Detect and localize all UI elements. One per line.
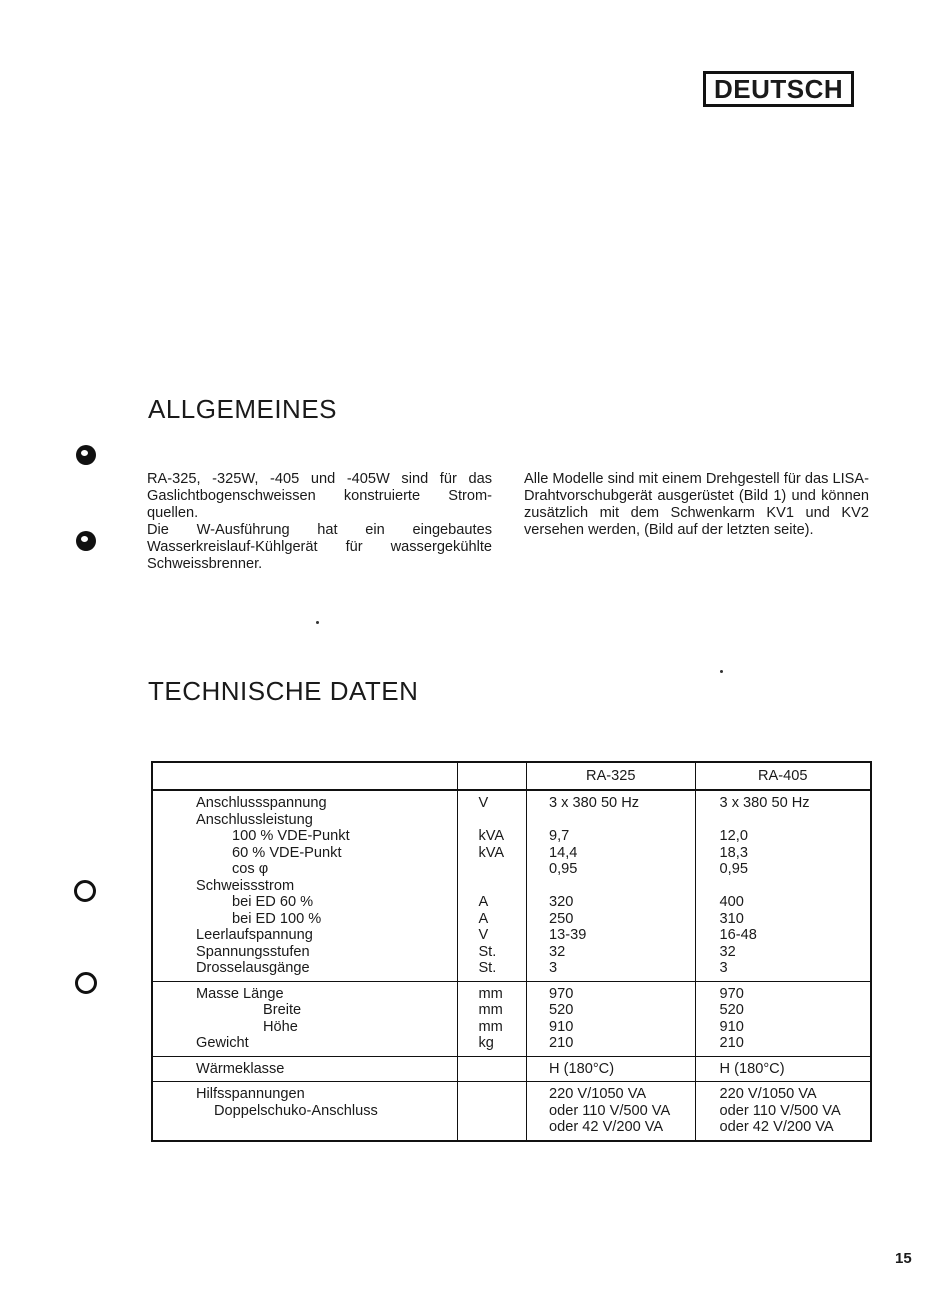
header-cell-ra405: RA-405 [695,762,871,790]
ra405-value: 910 [719,1018,744,1035]
ra405-value: 3 [719,960,728,976]
ra405-value: 0,95 [719,861,748,877]
unit-cell: St. [478,960,497,976]
table-row [152,1056,871,1082]
ra405-value: 16-48 [719,927,757,943]
ra405-value [696,878,870,895]
binder-hole-mark-1 [76,445,96,465]
unit-cell [458,1086,526,1103]
unit-cell: A [478,894,489,910]
row-label: Höhe [263,1018,298,1035]
unit-cell: St. [478,943,497,960]
unit-cell [458,812,526,829]
row-label: Drosselausgänge [196,960,310,976]
ra405-value: 210 [719,1035,744,1051]
unit-cell: mm [478,1002,503,1018]
ra405-value: 18,3 [719,844,748,861]
ra325-value: 14,4 [549,844,578,861]
ra325-value: oder 42 V/200 VA [549,1119,664,1135]
ra325-value [527,878,695,895]
binder-hole-mark-4 [75,972,97,994]
table-header-row [152,762,871,790]
row-label: Spannungsstufen [196,943,310,960]
row-label: bei ED 60 % [232,894,314,910]
row-label: 100 % VDE-Punkt [232,828,350,844]
ra405-value: 3 x 380 50 Hz [719,795,810,811]
header-cell-ra325: RA-325 [527,762,696,790]
binder-hole-mark-2 [76,531,96,551]
ra405-value: oder 42 V/200 VA [719,1119,834,1135]
row-label: cos φ [232,861,269,877]
header-cell [152,762,458,790]
technical-data-table [151,761,872,1142]
ra325-value: 220 V/1050 VA [549,1086,647,1102]
unit-cell: mm [478,985,503,1002]
row-label: Schweissstrom [196,877,295,894]
header-cell [458,762,527,790]
ra325-value: 3 x 380 50 Hz [549,795,640,811]
row-label: Hilfsspannungen [196,1086,305,1102]
row-label: Gewicht [196,1035,249,1051]
ra325-value: 250 [549,910,574,927]
row-label: bei ED 100 % [232,910,322,927]
ra325-value: 9,7 [549,828,570,844]
ra405-value: 32 [719,943,736,960]
unit-cell: mm [478,1018,503,1035]
unit-cell: A [478,910,489,927]
unit-cell [458,1103,526,1120]
section-title-technical: TECHNISCHE DATEN [148,676,419,706]
paragraph: Die W-Ausführung hat ein eingebautes Wasserkreislauf-Kühlgerät für wassergekühlte Schweissbrenner. [147,522,492,572]
ra405-value: oder 110 V/500 VA [719,1102,841,1119]
row-label: Anschlussspannung [196,795,327,811]
page-number: 15 [895,1250,912,1267]
print-speck [720,670,723,673]
row-label: Leerlaufspannung [196,927,313,943]
ra325-value: 910 [549,1018,574,1035]
ra325-value: 520 [549,1002,574,1018]
general-text-right [524,471,869,539]
row-label: 60 % VDE-Punkt [232,844,342,861]
row-label: Masse Länge [196,985,284,1002]
ra325-value: 0,95 [549,861,578,877]
unit-cell: V [478,795,489,811]
ra405-value: 520 [719,1002,744,1018]
ra325-value: 13-39 [549,927,587,943]
ra325-value: 320 [549,894,574,910]
unit-cell [458,861,526,878]
table-row [152,790,871,981]
row-label: Doppelschuko-Anschluss [214,1102,378,1119]
unit-cell: kVA [478,828,505,844]
paragraph: Alle Modelle sind mit einem Drehgestell für das LISA-Drahtvorschubgerät ausgerüstet (Bild 1) und können zusätzlich mit dem Schwenkarm KV1 und KV2 versehen werden, (Bild auf der letzten seite). [524,471,869,538]
ra405-value: 310 [719,910,744,927]
general-text-left [147,471,492,573]
ra325-value: 970 [549,985,574,1002]
ra325-value [527,812,695,829]
ra405-value: H (180°C) [719,1060,785,1077]
ra325-value: 210 [549,1035,574,1051]
unit-cell: kg [478,1035,494,1051]
table-row [152,1082,871,1141]
ra325-value: H (180°C) [549,1060,615,1077]
language-label: DEUTSCH [703,71,854,107]
unit-cell [458,1061,526,1078]
row-label: Anschlussleistung [196,811,313,828]
ra325-value: 3 [549,960,558,976]
section-title-general: ALLGEMEINES [148,394,338,424]
row-label: Wärmeklasse [196,1060,285,1077]
print-speck [316,621,319,624]
unit-cell [458,878,526,895]
ra405-value: 12,0 [719,828,748,844]
ra405-value: 400 [719,894,744,910]
binder-hole-mark-3 [74,880,96,902]
paragraph: RA-325, -325W, -405 und -405W sind für das Gaslichtbogenschweissen konstruierte Strom-quellen. [147,471,492,521]
ra325-value: oder 110 V/500 VA [549,1102,671,1119]
ra405-value [696,812,870,829]
ra405-value: 970 [719,985,744,1002]
table-row [152,981,871,1056]
row-label: Breite [263,1002,302,1018]
ra405-value: 220 V/1050 VA [719,1086,817,1102]
unit-cell: kVA [478,844,505,861]
ra325-value: 32 [549,943,566,960]
unit-cell: V [478,927,489,943]
